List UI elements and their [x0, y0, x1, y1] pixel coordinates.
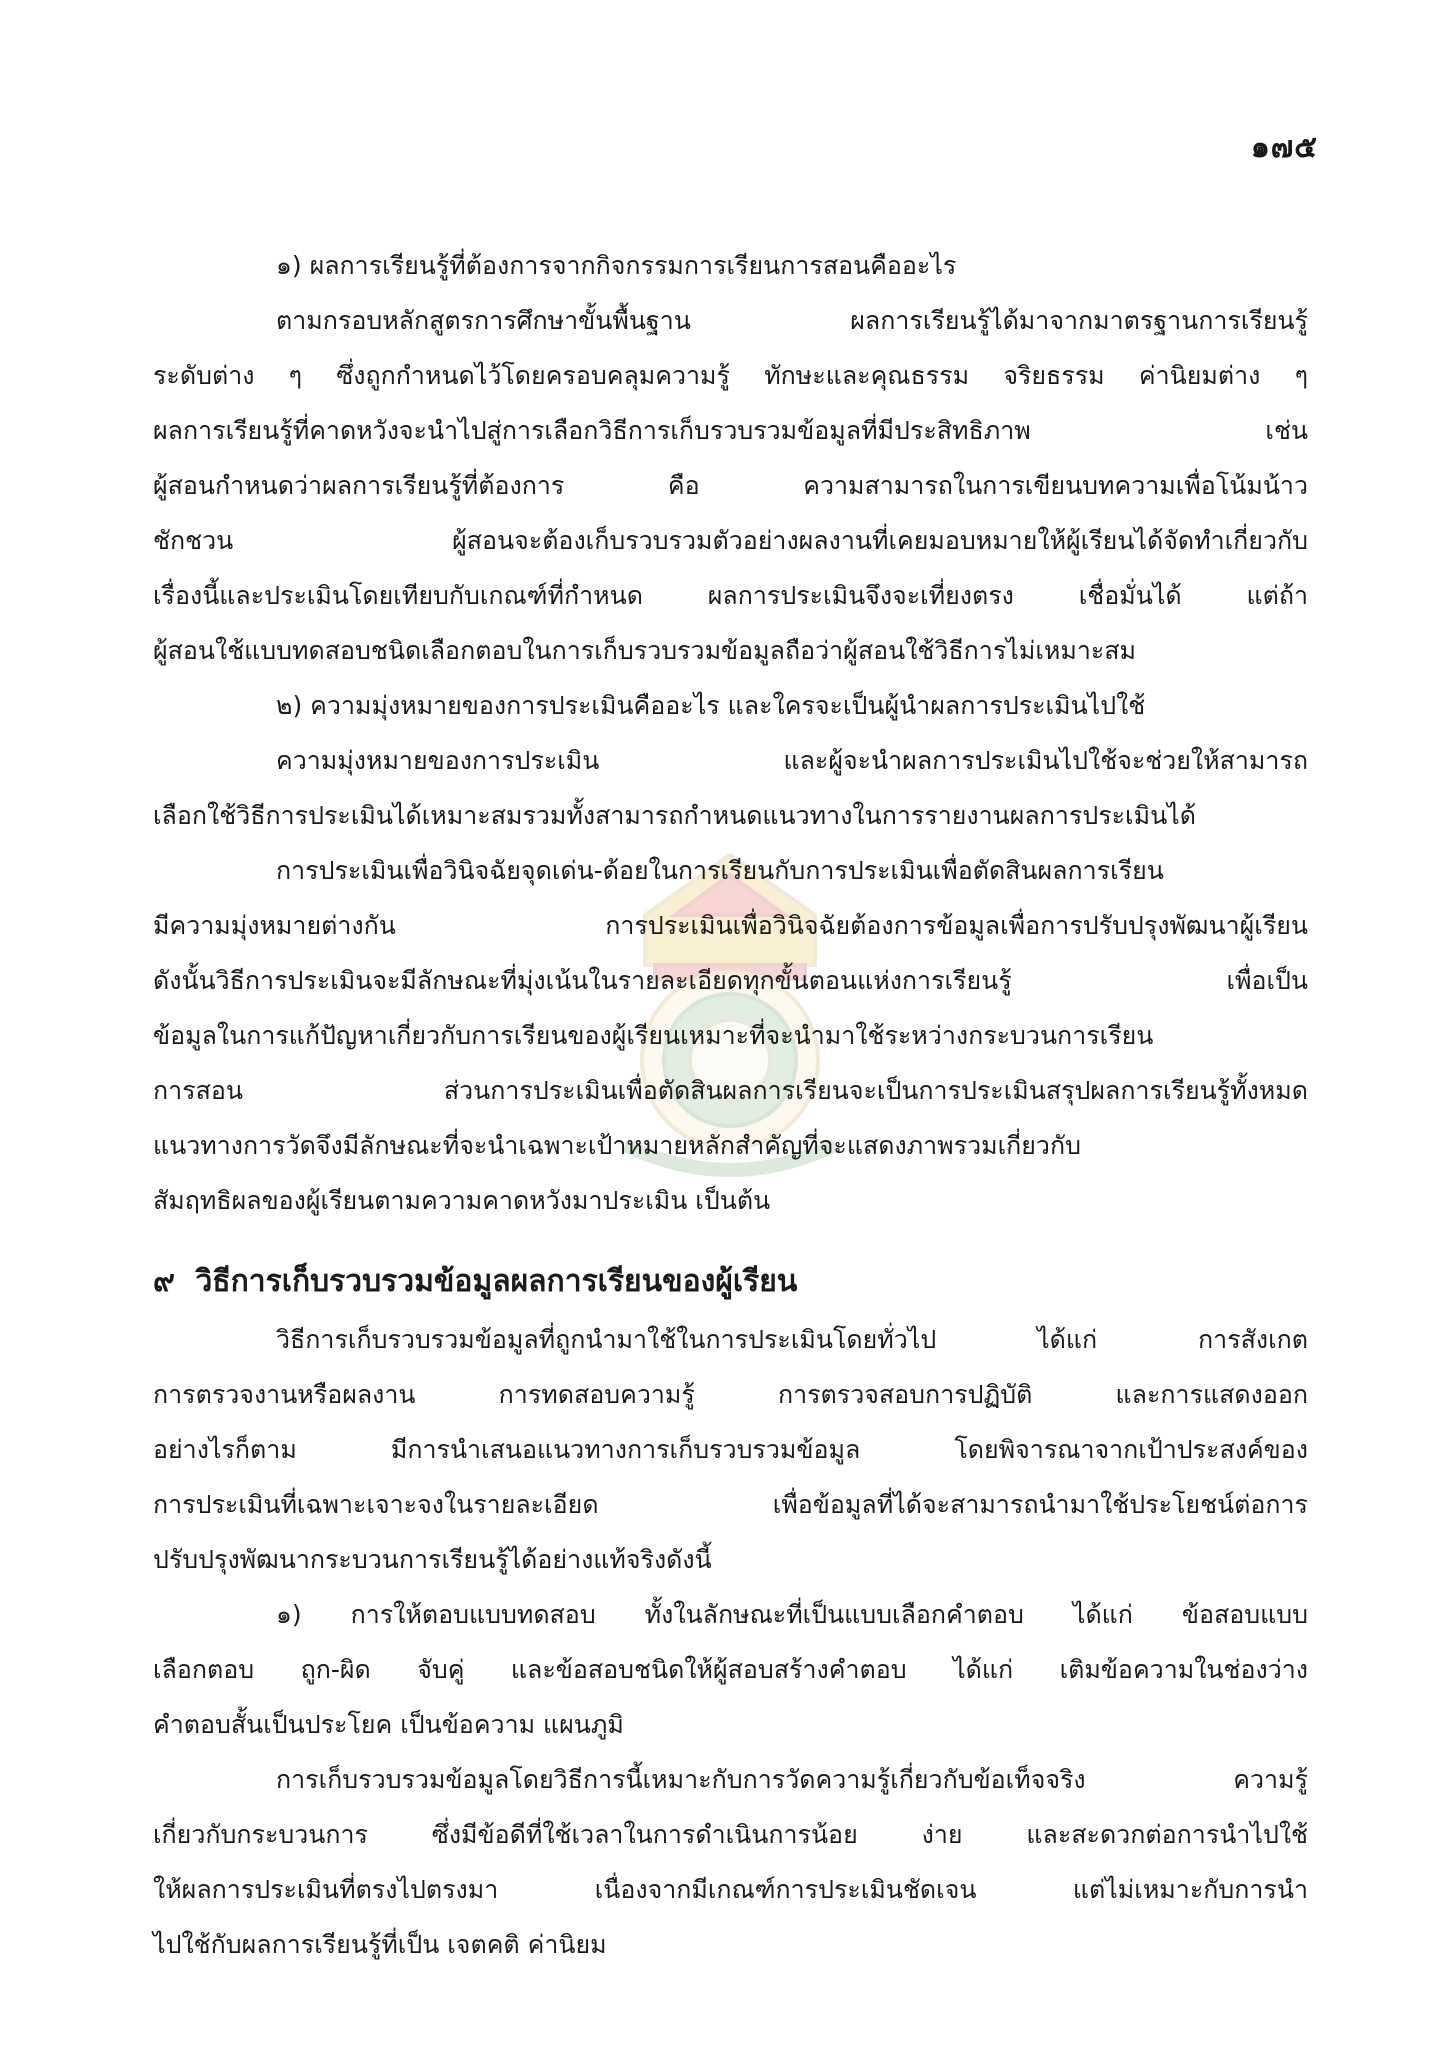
document-body — [153, 238, 1308, 1972]
text-line: เกี่ยวกับกระบวนการ ซึ่งมีข้อดีที่ใช้เวลาในการดำเนินการน้อย ง่าย และสะดวกต่อการนำไปใช้ — [153, 1820, 1308, 1849]
text-line: ๑) การให้ตอบแบบทดสอบ ทั้งในลักษณะที่เป็นแบบเลือกคำตอบ ได้แก่ ข้อสอบแบบ — [276, 1600, 1308, 1629]
section-heading — [153, 1252, 1308, 1312]
text-line: มีความมุ่งหมายต่างกัน การประเมินเพื่อวินิจฉัยต้องการข้อมูลเพื่อการปรับปรุงพัฒนาผู้เรียน — [153, 911, 1308, 940]
text-line: ผู้สอนใช้แบบทดสอบชนิดเลือกตอบในการเก็บรวบรวมข้อมูลถือว่าผู้สอนใช้วิธีการไม่เหมาะสม — [153, 636, 1137, 665]
text-line: แนวทางการวัดจึงมีลักษณะที่จะนำเฉพาะเป้าหมายหลักสำคัญที่จะแสดงภาพรวมเกี่ยวกับ — [153, 1131, 1081, 1160]
text-line: การประเมินที่เฉพาะเจาะจงในรายละเอียด เพื่อข้อมูลที่ได้จะสามารถนำมาใช้ประโยชน์ต่อการ — [153, 1490, 1308, 1519]
text-line: สัมฤทธิผลของผู้เรียนตามความคาดหวังมาประเมิน เป็นต้น — [153, 1186, 771, 1215]
text-line: อย่างไรก็ตาม มีการนำเสนอแนวทางการเก็บรวบรวมข้อมูล โดยพิจารณาจากเป้าประสงค์ของ — [153, 1435, 1308, 1464]
text-line: ผู้สอนกำหนดว่าผลการเรียนรู้ที่ต้องการ คือ ความสามารถในการเขียนบทความเพื่อโน้มน้าว — [153, 471, 1308, 500]
section-number: ๙ — [153, 1264, 175, 1299]
text-line: ไปใช้กับผลการเรียนรู้ที่เป็น เจตคติ ค่านิยม — [153, 1930, 607, 1959]
text-line: การสอน ส่วนการประเมินเพื่อตัดสินผลการเรียนจะเป็นการประเมินสรุปผลการเรียนรู้ทั้งหมด — [153, 1076, 1308, 1105]
section-title: วิธีการเก็บรวบรวมข้อมูลผลการเรียนของผู้เรียน — [195, 1264, 798, 1299]
item-1-heading: ๑) ผลการเรียนรู้ที่ต้องการจากกิจกรรมการเรียนการสอนคืออะไร — [276, 251, 957, 280]
item-2-heading: ๒) ความมุ่งหมายของการประเมินคืออะไร และใครจะเป็นผู้นำผลการประเมินไปใช้ — [276, 691, 1146, 720]
text-line: ความมุ่งหมายของการประเมิน และผู้จะนำผลการประเมินไปใช้จะช่วยให้สามารถ — [276, 746, 1308, 775]
text-line: ข้อมูลในการแก้ปัญหาเกี่ยวกับการเรียนของผู้เรียนเหมาะที่จะนำมาใช้ระหว่างกระบวนการเรียน — [153, 1021, 1154, 1050]
text-line: การตรวจงานหรือผลงาน การทดสอบความรู้ การตรวจสอบการปฏิบัติ และการแสดงออก — [153, 1380, 1308, 1409]
text-line: คำตอบสั้นเป็นประโยค เป็นข้อความ แผนภูมิ — [153, 1710, 624, 1739]
paragraph-assessment-purpose — [153, 733, 1308, 843]
text-line: ดังนั้นวิธีการประเมินจะมีลักษณะที่มุ่งเน้นในรายละเอียดทุกขั้นตอนแห่งการเรียนรู้ เพื่อเป็น — [153, 966, 1308, 995]
page-number: ๑๗๕ — [1250, 130, 1318, 165]
paragraph-diagnostic-vs-summative — [153, 843, 1308, 1228]
paragraph-test-suitability — [153, 1752, 1308, 1972]
text-line: ให้ผลการประเมินที่ตรงไปตรงมา เนื่องจากมีเกณฑ์การประเมินชัดเจน แต่ไม่เหมาะกับการนำ — [153, 1875, 1308, 1904]
text-line: ระดับต่าง ๆ ซึ่งถูกกำหนดไว้โดยครอบคลุมความรู้ ทักษะและคุณธรรม จริยธรรม ค่านิยมต่าง ๆ — [153, 361, 1308, 390]
paragraph-data-collection-methods — [153, 1312, 1308, 1587]
text-line: วิธีการเก็บรวบรวมข้อมูลที่ถูกนำมาใช้ในการประเมินโดยทั่วไป ได้แก่ การสังเกต — [276, 1325, 1308, 1354]
text-line: เลือกใช้วิธีการประเมินได้เหมาะสมรวมทั้งสามารถกำหนดแนวทางในการรายงานผลการประเมินได้ — [153, 801, 1196, 830]
list-item-tests — [153, 1587, 1308, 1752]
text-line: ตามกรอบหลักสูตรการศึกษาขั้นพื้นฐาน ผลการเรียนรู้ได้มาจากมาตรฐานการเรียนรู้ — [276, 306, 1308, 335]
text-line: ผลการเรียนรู้ที่คาดหวังจะนำไปสู่การเลือกวิธีการเก็บรวบรวมข้อมูลที่มีประสิทธิภาพ เช่น — [153, 416, 1308, 445]
text-line: เรื่องนี้และประเมินโดยเทียบกับเกณฑ์ที่กำหนด ผลการประเมินจึงจะเที่ยงตรง เชื่อมั่นได้ แต่ถ้า — [153, 581, 1308, 610]
text-line: การเก็บรวบรวมข้อมูลโดยวิธีการนี้เหมาะกับการวัดความรู้เกี่ยวกับข้อเท็จจริง ความรู้ — [276, 1765, 1308, 1794]
text-line: การประเมินเพื่อวินิจฉัยจุดเด่น-ด้อยในการเรียนกับการประเมินเพื่อตัดสินผลการเรียน — [276, 856, 1164, 885]
text-line: ชักชวน ผู้สอนจะต้องเก็บรวบรวมตัวอย่างผลงานที่เคยมอบหมายให้ผู้เรียนได้จัดทำเกี่ยวกับ — [153, 526, 1308, 555]
text-line: เลือกตอบ ถูก-ผิด จับคู่ และข้อสอบชนิดให้ผู้สอบสร้างคำตอบ ได้แก่ เติมข้อความในช่องว่าง — [153, 1655, 1308, 1684]
paragraph-learning-outcomes — [153, 293, 1308, 678]
text-line: ปรับปรุงพัฒนากระบวนการเรียนรู้ได้อย่างแท้จริงดังนี้ — [153, 1545, 712, 1574]
